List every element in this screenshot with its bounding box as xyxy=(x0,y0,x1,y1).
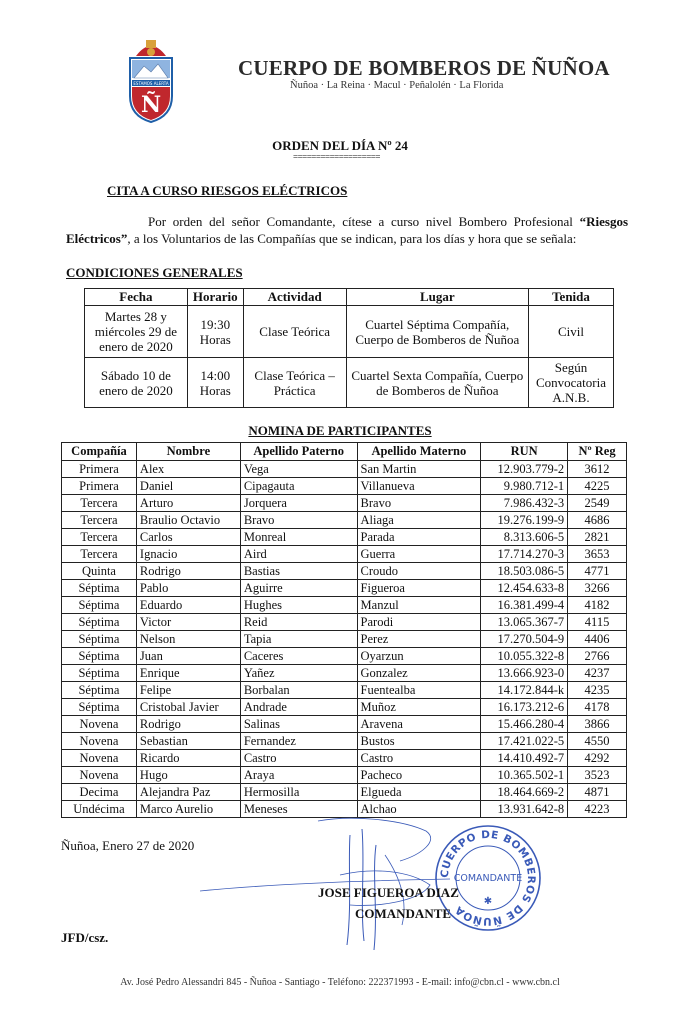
participant-cell: 13.065.367-7 xyxy=(481,614,568,631)
participant-cell: Carlos xyxy=(136,529,240,546)
participant-cell: 18.503.086-5 xyxy=(481,563,568,580)
seal-star-icon: ✱ xyxy=(483,896,493,907)
participant-cell: Novena xyxy=(62,750,137,767)
participant-row xyxy=(62,580,627,597)
conditions-row xyxy=(85,306,614,358)
participant-cell: 4178 xyxy=(568,699,627,716)
participant-cell: Rodrigo xyxy=(136,716,240,733)
participant-cell: Pablo xyxy=(136,580,240,597)
participant-cell: Tercera xyxy=(62,495,137,512)
participant-cell: Salinas xyxy=(240,716,357,733)
participant-cell: Bastias xyxy=(240,563,357,580)
participant-cell: Parodi xyxy=(357,614,481,631)
conditions-cell: Cuartel Séptima Compañía, Cuerpo de Bomberos de Ñuñoa xyxy=(346,306,528,358)
participant-row xyxy=(62,495,627,512)
participant-cell: Fuentealba xyxy=(357,682,481,699)
participant-cell: Primera xyxy=(62,478,137,495)
participant-cell: 3612 xyxy=(568,461,627,478)
conditions-title: CONDICIONES GENERALES xyxy=(66,265,243,280)
participant-cell: Aliaga xyxy=(357,512,481,529)
organization-name: CUERPO DE BOMBEROS DE ÑUÑOA xyxy=(238,56,610,80)
participant-row xyxy=(62,699,627,716)
signer-name: JOSE FIGUEROA DIAZ xyxy=(318,885,459,900)
intro-text-b: , a los Voluntarios de las Compañías que se indican, para los días y hora que se señala: xyxy=(127,231,577,246)
participant-cell: Croudo xyxy=(357,563,481,580)
conditions-cell: Martes 28 y miércoles 29 de enero de 2020 xyxy=(85,306,188,358)
participant-cell: Braulio Octavio xyxy=(136,512,240,529)
participant-row xyxy=(62,461,627,478)
participant-cell: Castro xyxy=(357,750,481,767)
participant-cell: Hermosilla xyxy=(240,784,357,801)
participant-cell: Pacheco xyxy=(357,767,481,784)
participant-cell: 10.055.322-8 xyxy=(481,648,568,665)
participant-cell: 17.714.270-3 xyxy=(481,546,568,563)
conditions-cell: 14:00 Horas xyxy=(187,358,243,408)
participant-row xyxy=(62,529,627,546)
participant-row xyxy=(62,682,627,699)
participant-cell: Tapia xyxy=(240,631,357,648)
participant-cell: 2549 xyxy=(568,495,627,512)
crest-letter: Ñ xyxy=(140,92,162,118)
participant-row xyxy=(62,767,627,784)
conditions-cell: Clase Teórica – Práctica xyxy=(243,358,346,408)
participant-cell: 19.276.199-9 xyxy=(481,512,568,529)
participant-cell: Novena xyxy=(62,733,137,750)
participant-row xyxy=(62,631,627,648)
participant-cell: 4235 xyxy=(568,682,627,699)
participant-cell: 12.454.633-8 xyxy=(481,580,568,597)
participant-row xyxy=(62,546,627,563)
participant-row xyxy=(62,648,627,665)
participant-cell: Andrade xyxy=(240,699,357,716)
participant-cell: Hugo xyxy=(136,767,240,784)
participants-header-row xyxy=(62,443,627,461)
participant-cell: 2766 xyxy=(568,648,627,665)
participant-row xyxy=(62,665,627,682)
participant-cell: 16.381.499-4 xyxy=(481,597,568,614)
participant-cell: Gonzalez xyxy=(357,665,481,682)
participant-row xyxy=(62,563,627,580)
participant-cell: 18.464.669-2 xyxy=(481,784,568,801)
participant-cell: 13.666.923-0 xyxy=(481,665,568,682)
organization-communes: Ñuñoa · La Reina · Macul · Peñalolén · La Florida xyxy=(290,80,504,91)
participants-table-body xyxy=(62,461,627,818)
participant-cell: Ignacio xyxy=(136,546,240,563)
participant-cell: Cristobal Javier xyxy=(136,699,240,716)
conditions-header-cell: Lugar xyxy=(346,289,528,306)
participant-cell: 4115 xyxy=(568,614,627,631)
participant-cell: Juan xyxy=(136,648,240,665)
participant-cell: Undécima xyxy=(62,801,137,818)
intro-course-name: “Riesgos Eléctricos” xyxy=(66,214,628,246)
participant-cell: Muñoz xyxy=(357,699,481,716)
participant-cell: Fernandez xyxy=(240,733,357,750)
participant-cell: Marco Aurelio xyxy=(136,801,240,818)
participant-cell: 4237 xyxy=(568,665,627,682)
participant-cell: Decima xyxy=(62,784,137,801)
participant-cell: Novena xyxy=(62,716,137,733)
participant-cell: 14.410.492-7 xyxy=(481,750,568,767)
conditions-header-row xyxy=(85,289,614,306)
participant-cell: Séptima xyxy=(62,580,137,597)
participant-cell: 4771 xyxy=(568,563,627,580)
participant-cell: Arturo xyxy=(136,495,240,512)
participant-row xyxy=(62,512,627,529)
participant-cell: Yañez xyxy=(240,665,357,682)
participant-cell: 15.466.280-4 xyxy=(481,716,568,733)
participants-title: NOMINA DE PARTICIPANTES xyxy=(248,423,432,438)
participant-cell: 17.421.022-5 xyxy=(481,733,568,750)
participant-cell: 4223 xyxy=(568,801,627,818)
participant-row xyxy=(62,733,627,750)
participant-cell: 3523 xyxy=(568,767,627,784)
participants-header-cell: Compañía xyxy=(62,443,137,461)
participant-cell: Sebastian xyxy=(136,733,240,750)
participant-cell: Perez xyxy=(357,631,481,648)
participant-cell: 12.903.779-2 xyxy=(481,461,568,478)
conditions-header-cell: Fecha xyxy=(85,289,188,306)
participants-header-cell: RUN xyxy=(481,443,568,461)
participant-cell: 2821 xyxy=(568,529,627,546)
participant-cell: Séptima xyxy=(62,665,137,682)
footer-contact: Av. José Pedro Alessandri 845 - Ñuñoa - Santiago - Teléfono: 222371993 - E-mail: info@cbn.cl - www.cbn.cl xyxy=(120,977,560,988)
participant-cell: 3653 xyxy=(568,546,627,563)
signer-role: COMANDANTE xyxy=(355,906,452,921)
participant-cell: Séptima xyxy=(62,614,137,631)
participant-cell: Daniel xyxy=(136,478,240,495)
participant-cell: 4292 xyxy=(568,750,627,767)
conditions-header-cell: Actividad xyxy=(243,289,346,306)
participant-cell: Tercera xyxy=(62,546,137,563)
participant-cell: Caceres xyxy=(240,648,357,665)
conditions-cell: 19:30 Horas xyxy=(187,306,243,358)
participant-cell: Parada xyxy=(357,529,481,546)
participant-cell: Hughes xyxy=(240,597,357,614)
participant-cell: Oyarzun xyxy=(357,648,481,665)
participant-cell: Aird xyxy=(240,546,357,563)
participant-cell: Alex xyxy=(136,461,240,478)
participants-header-cell: Apellido Materno xyxy=(357,443,481,461)
participant-cell: Nelson xyxy=(136,631,240,648)
place-and-date: Ñuñoa, Enero 27 de 2020 xyxy=(61,838,195,853)
participant-cell: Primera xyxy=(62,461,137,478)
participant-cell: Bustos xyxy=(357,733,481,750)
seal-ring-text: CUERPO DE BOMBEROS DE ÑUÑOA xyxy=(438,828,538,928)
participant-cell: 4871 xyxy=(568,784,627,801)
conditions-cell: Clase Teórica xyxy=(243,306,346,358)
participant-cell: Tercera xyxy=(62,512,137,529)
participant-cell: Manzul xyxy=(357,597,481,614)
participant-cell: 9.980.712-1 xyxy=(481,478,568,495)
fire-department-crest-logo xyxy=(126,34,176,124)
participant-cell: San Martin xyxy=(357,461,481,478)
participant-cell: Victor xyxy=(136,614,240,631)
participant-cell: Meneses xyxy=(240,801,357,818)
participant-cell: Tercera xyxy=(62,529,137,546)
participant-cell: Alchao xyxy=(357,801,481,818)
participant-cell: Aravena xyxy=(357,716,481,733)
participant-cell: Quinta xyxy=(62,563,137,580)
participant-cell: Figueroa xyxy=(357,580,481,597)
participant-cell: Séptima xyxy=(62,631,137,648)
order-title: ORDEN DEL DÍA Nº 24 xyxy=(272,138,408,153)
participant-cell: Rodrigo xyxy=(136,563,240,580)
participant-row xyxy=(62,784,627,801)
reference-initials: JFD/csz. xyxy=(61,930,109,945)
crest-motto: ESTAMOS ALERTA xyxy=(133,80,169,86)
participant-cell: Cipagauta xyxy=(240,478,357,495)
participant-cell: 16.173.212-6 xyxy=(481,699,568,716)
participant-cell: Alejandra Paz xyxy=(136,784,240,801)
participant-cell: Elgueda xyxy=(357,784,481,801)
participant-cell: Séptima xyxy=(62,699,137,716)
participant-cell: Séptima xyxy=(62,597,137,614)
participant-cell: Aguirre xyxy=(240,580,357,597)
participant-cell: Vega xyxy=(240,461,357,478)
participant-cell: Séptima xyxy=(62,648,137,665)
order-title-double-rule: =================== xyxy=(293,153,380,162)
conditions-cell: Sábado 10 de enero de 2020 xyxy=(85,358,188,408)
participant-cell: Novena xyxy=(62,767,137,784)
conditions-table xyxy=(84,288,614,408)
participant-row xyxy=(62,597,627,614)
participant-cell: 8.313.606-5 xyxy=(481,529,568,546)
conditions-row xyxy=(85,358,614,408)
participant-cell: 3866 xyxy=(568,716,627,733)
participant-cell: Bravo xyxy=(240,512,357,529)
participant-cell: 10.365.502-1 xyxy=(481,767,568,784)
participant-cell: 4550 xyxy=(568,733,627,750)
participant-cell: 3266 xyxy=(568,580,627,597)
participant-cell: 4686 xyxy=(568,512,627,529)
conditions-cell: Cuartel Sexta Compañía, Cuerpo de Bomberos de Ñuñoa xyxy=(346,358,528,408)
participant-row xyxy=(62,716,627,733)
participant-cell: Monreal xyxy=(240,529,357,546)
participant-cell: Guerra xyxy=(357,546,481,563)
participant-cell: Eduardo xyxy=(136,597,240,614)
participants-header-cell: Nº Reg xyxy=(568,443,627,461)
intro-paragraph xyxy=(66,213,628,247)
participant-cell: 14.172.844-k xyxy=(481,682,568,699)
participant-row xyxy=(62,614,627,631)
participant-cell: Jorquera xyxy=(240,495,357,512)
participant-cell: 13.931.642-8 xyxy=(481,801,568,818)
participant-cell: 4406 xyxy=(568,631,627,648)
participant-cell: Séptima xyxy=(62,682,137,699)
participant-cell: 4182 xyxy=(568,597,627,614)
participant-cell: Araya xyxy=(240,767,357,784)
conditions-header-cell: Horario xyxy=(187,289,243,306)
participant-cell: Bravo xyxy=(357,495,481,512)
conditions-header-cell: Tenida xyxy=(529,289,614,306)
seal-center-text: COMANDANTE xyxy=(453,873,523,884)
participant-cell: Felipe xyxy=(136,682,240,699)
intro-text-a: Por orden del señor Comandante, cítese a curso nivel Bombero Profesional xyxy=(148,214,580,229)
participants-header-cell: Nombre xyxy=(136,443,240,461)
participant-cell: Villanueva xyxy=(357,478,481,495)
participant-cell: 17.270.504-9 xyxy=(481,631,568,648)
conditions-cell: Según Convocatoria A.N.B. xyxy=(529,358,614,408)
participants-table xyxy=(61,442,627,818)
participant-cell: Borbalan xyxy=(240,682,357,699)
participants-header-cell: Apellido Paterno xyxy=(240,443,357,461)
participant-cell: Ricardo xyxy=(136,750,240,767)
participant-cell: Reid xyxy=(240,614,357,631)
participant-cell: 4225 xyxy=(568,478,627,495)
participant-cell: Castro xyxy=(240,750,357,767)
participant-cell: 7.986.432-3 xyxy=(481,495,568,512)
participant-row xyxy=(62,478,627,495)
participant-cell: Enrique xyxy=(136,665,240,682)
section-title: CITA A CURSO RIESGOS ELÉCTRICOS xyxy=(107,183,348,198)
participant-row xyxy=(62,750,627,767)
conditions-cell: Civil xyxy=(529,306,614,358)
